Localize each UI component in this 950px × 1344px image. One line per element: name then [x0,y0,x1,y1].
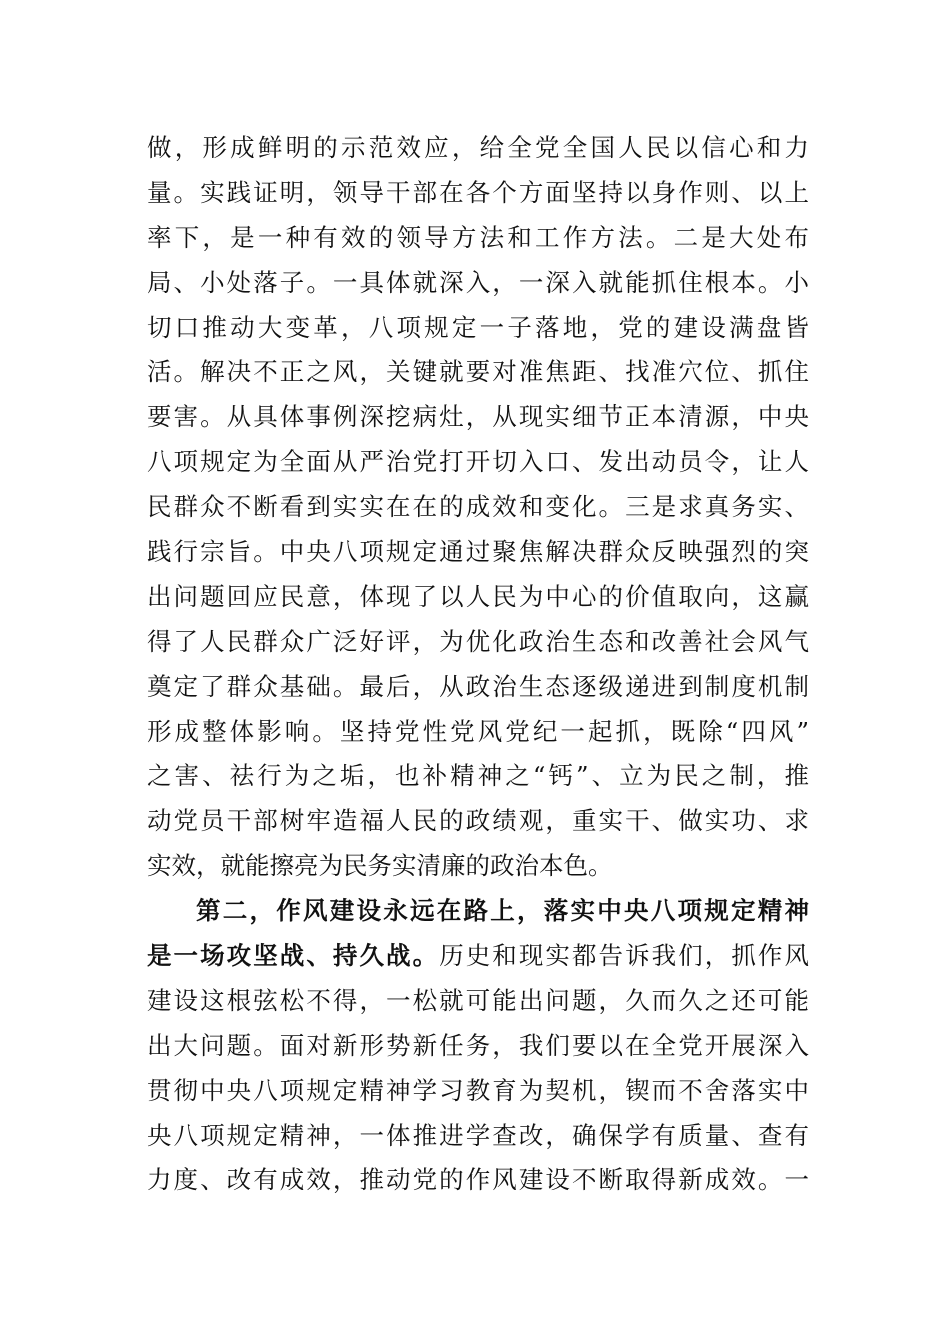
text-line [147,934,809,979]
text-line: 之害、祛行为之垢，也补精神之“钙”、立为民之制，推 [147,761,809,791]
text-line: 做，形成鲜明的示范效应，给全党全国人民以信心和力 [147,133,809,162]
section-heading: 第二，作风建设永远在路上，落实中央八项规定精神 [196,896,809,926]
section-heading-continued: 是一场攻坚战、持久战。 [147,941,440,971]
text-line: 动党员干部树牢造福人民的政绩观，重实干、做实功、求 [147,806,809,836]
text-line: 八项规定为全面从严治党打开切入口、发出动员令，让人 [147,447,809,477]
text-line: 贯彻中央八项规定精神学习教育为契机，锲而不舍落实中 [147,1075,809,1105]
text-line: 要害。从具体事例深挖病灶，从现实细节正本清源，中央 [147,402,809,432]
text-line: 量。实践证明，领导干部在各个方面坚持以身作则、以上 [147,177,809,207]
text-line: 切口推动大变革，八项规定一子落地，党的建设满盘皆 [147,312,809,342]
section-heading-line [147,889,809,934]
text-line: 出问题回应民意，体现了以人民为中心的价值取向，这赢 [147,581,809,611]
text-line: 建设这根弦松不得，一松就可能出问题，久而久之还可能 [147,985,809,1015]
text-line: 民群众不断看到实实在在的成效和变化。三是求真务实、 [147,492,809,522]
text-line: 率下，是一种有效的领导方法和工作方法。二是大处布 [147,222,809,252]
text-line: 得了人民群众广泛好评，为优化政治生态和改善社会风气 [147,626,809,656]
text-line: 活。解决不正之风，关键就要对准焦距、找准穴位、抓住 [147,357,809,387]
text-line: 出大问题。面对新形势新任务，我们要以在全党开展深入 [147,1030,809,1060]
paragraph-end-line: 实效，就能擦亮为民务实清廉的政治本色。 [147,851,613,881]
text-line: 力度、改有成效，推动党的作风建设不断取得新成效。一 [147,1165,809,1195]
text-line: 央八项规定精神，一体推进学查改，确保学有质量、查有 [147,1120,809,1150]
text-line: 奠定了群众基础。最后，从政治生态逐级递进到制度机制 [147,671,809,701]
body-text: 历史和现实都告诉我们，抓作风 [439,941,809,971]
text-line: 践行宗旨。中央八项规定通过聚焦解决群众反映强烈的突 [147,537,809,567]
text-line: 形成整体影响。坚持党性党风党纪一起抓，既除“四风” [147,716,809,746]
document-body [147,126,809,1203]
text-line: 局、小处落子。一具体就深入，一深入就能抓住根本。小 [147,267,809,297]
